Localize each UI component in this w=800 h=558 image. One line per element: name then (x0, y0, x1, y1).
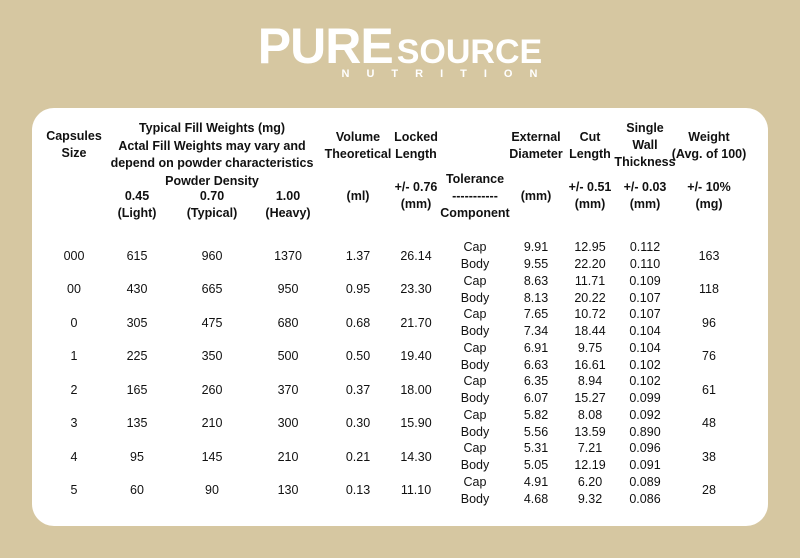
cell-weight: 76 (702, 349, 716, 363)
cell-diameter-body: 9.55 (523, 257, 549, 271)
cell-fill-typical: 145 (201, 449, 223, 464)
cell-fill-heavy: 130 (277, 483, 299, 497)
header-line: 0.70 (199, 189, 225, 203)
cell-locked-length: 18.00 (400, 382, 432, 397)
cell-diameter-body: 8.13 (523, 290, 549, 305)
cell-fill-heavy: 950 (277, 282, 299, 296)
header-line: Weight (688, 130, 730, 144)
cell-diameter-body: 5.05 (523, 458, 549, 472)
header-line: 1.00 (275, 189, 301, 203)
cell-locked-length: 26.14 (400, 248, 432, 263)
cell-cut-length-body: 13.59 (574, 424, 606, 439)
cell-cut-length-cap: 8.08 (577, 407, 603, 422)
cell-cut-length-cap: 10.72 (574, 307, 606, 321)
cell-capsule-size: 0 (70, 315, 78, 330)
cell-volume: 0.21 (345, 449, 371, 464)
cell-wall-cap: 0.096 (629, 441, 661, 455)
cell-component-body: Body (460, 491, 490, 506)
cell-weight: 96 (702, 315, 716, 330)
header-line: Theoretical (324, 147, 392, 161)
cell-component-cap: Cap (463, 340, 487, 355)
header-line: Powder Density (165, 173, 259, 188)
header-tolerance-component (440, 171, 509, 222)
cell-fill-typical: 350 (201, 349, 223, 363)
header-cut-tolerance (569, 179, 612, 213)
cell-wall-body: 0.091 (629, 458, 661, 472)
cell-wall-cap: 0.092 (629, 407, 661, 422)
cell-volume: 0.50 (345, 349, 371, 363)
header-external-diameter (509, 129, 563, 163)
cell-component-body: Body (460, 324, 490, 338)
cell-diameter-cap: 8.63 (523, 273, 549, 288)
header-line: Locked (394, 130, 438, 144)
header-line: (mm) (400, 197, 432, 211)
header-line: Typical Fill Weights (mg) (138, 121, 286, 135)
cell-locked-length: 11.10 (400, 483, 432, 497)
header-line: Capsules (46, 129, 102, 143)
cell-cut-length-body: 12.19 (574, 458, 606, 472)
header-line: External (511, 130, 561, 144)
header-line: Single (626, 121, 664, 135)
cell-fill-light: 135 (126, 416, 148, 430)
cell-component-body: Body (460, 458, 490, 472)
cell-volume: 0.13 (345, 483, 371, 497)
header-line: 0.45 (124, 189, 150, 203)
header-line: Wall (632, 138, 658, 152)
cell-diameter-body: 5.56 (523, 424, 549, 439)
header-line: ----------- (452, 189, 498, 203)
header-line: Component (440, 206, 510, 220)
cell-wall-cap: 0.089 (629, 474, 661, 489)
cell-wall-body: 0.890 (629, 424, 661, 439)
cell-component-cap: Cap (463, 307, 487, 321)
header-line: depend on powder characteristics (110, 156, 314, 170)
cell-component-cap: Cap (463, 441, 487, 455)
header-line: Thickness (614, 155, 676, 169)
cell-fill-light: 615 (126, 248, 148, 263)
cell-component-body: Body (460, 424, 490, 439)
capsule-size-table (32, 108, 768, 526)
cell-fill-heavy: 680 (277, 315, 299, 330)
header-line: +/- 10% (687, 180, 731, 194)
cell-capsule-size: 00 (67, 282, 81, 296)
cell-capsule-size: 000 (63, 248, 85, 263)
cell-wall-cap: 0.102 (629, 374, 661, 388)
cell-locked-length: 19.40 (400, 349, 432, 363)
cell-wall-body: 0.104 (629, 324, 661, 338)
cell-capsule-size: 1 (70, 349, 78, 363)
cell-diameter-body: 6.63 (523, 357, 549, 372)
cell-cut-length-body: 16.61 (574, 357, 606, 372)
cell-fill-typical: 90 (205, 483, 219, 497)
cell-fill-typical: 960 (201, 248, 223, 263)
header-line: (Typical) (186, 206, 238, 220)
cell-component-body: Body (460, 257, 490, 271)
cell-wall-body: 0.102 (629, 357, 661, 372)
header-volume-unit: (ml) (346, 189, 370, 203)
header-volume (325, 129, 392, 163)
header-line: Length (569, 147, 611, 161)
cell-diameter-cap: 5.31 (523, 441, 549, 455)
cell-component-body: Body (460, 290, 490, 305)
cell-volume: 1.37 (345, 248, 371, 263)
cell-cut-length-cap: 6.20 (577, 474, 603, 489)
cell-cut-length-body: 18.44 (574, 324, 606, 338)
header-line: Cut (579, 130, 601, 144)
cell-weight: 48 (702, 416, 716, 430)
cell-fill-heavy: 1370 (274, 248, 302, 263)
cell-weight: 28 (702, 483, 716, 497)
header-line: (mg) (695, 197, 723, 211)
brand-name-second: SOURCE (396, 33, 543, 71)
cell-volume: 0.68 (345, 315, 371, 330)
cell-capsule-size: 5 (70, 483, 78, 497)
header-cut-length (569, 129, 611, 163)
header-line: Volume (335, 130, 381, 144)
cell-diameter-body: 4.68 (523, 491, 549, 506)
cell-fill-heavy: 500 (277, 349, 299, 363)
cell-capsule-size: 2 (70, 382, 78, 397)
cell-cut-length-cap: 7.21 (577, 441, 603, 455)
header-density-heavy (265, 188, 310, 222)
header-line: Size (61, 146, 87, 160)
header-line: +/- 0.03 (623, 180, 667, 194)
cell-fill-heavy: 300 (277, 416, 299, 430)
header-line: (Light) (117, 206, 157, 220)
cell-wall-cap: 0.104 (629, 340, 661, 355)
cell-locked-length: 15.90 (400, 416, 432, 430)
header-weight (672, 129, 747, 163)
cell-cut-length-body: 20.22 (574, 290, 606, 305)
cell-wall-body: 0.086 (629, 491, 661, 506)
cell-fill-typical: 210 (201, 416, 223, 430)
header-capsules-size (46, 128, 102, 162)
cell-component-body: Body (460, 357, 490, 372)
cell-volume: 0.30 (345, 416, 371, 430)
cell-wall-body: 0.099 (629, 391, 661, 405)
cell-wall-cap: 0.107 (629, 307, 661, 321)
header-locked-length (394, 129, 438, 163)
header-line: (mm) (574, 197, 606, 211)
cell-wall-cap: 0.109 (629, 273, 661, 288)
header-line: Tolerance (445, 172, 505, 186)
cell-component-cap: Cap (463, 374, 487, 388)
cell-diameter-cap: 9.91 (523, 240, 549, 254)
cell-component-cap: Cap (463, 407, 487, 422)
cell-component-cap: Cap (463, 474, 487, 489)
cell-diameter-cap: 7.65 (523, 307, 549, 321)
cell-locked-length: 21.70 (400, 315, 432, 330)
header-single-wall-thickness (614, 120, 675, 171)
cell-fill-heavy: 370 (277, 382, 299, 397)
cell-locked-length: 23.30 (400, 282, 432, 296)
cell-wall-body: 0.107 (629, 290, 661, 305)
cell-diameter-cap: 6.35 (523, 374, 549, 388)
cell-wall-body: 0.110 (629, 257, 661, 271)
cell-fill-light: 95 (130, 449, 144, 464)
cell-cut-length-cap: 12.95 (574, 240, 606, 254)
header-line: Actal Fill Weights may vary and (118, 138, 306, 153)
cell-weight: 163 (698, 248, 720, 263)
cell-volume: 0.95 (345, 282, 371, 296)
header-density-typical (187, 188, 237, 222)
cell-weight: 118 (699, 282, 719, 296)
header-fill-weights (111, 120, 314, 190)
header-wall-tolerance (624, 179, 667, 213)
cell-diameter-cap: 5.82 (523, 407, 549, 422)
cell-fill-heavy: 210 (277, 449, 299, 464)
cell-locked-length: 14.30 (400, 449, 432, 464)
header-weight-tolerance (687, 179, 730, 213)
brand-name-main: PURE (257, 18, 393, 74)
cell-component-cap: Cap (463, 240, 487, 254)
header-line: Diameter (509, 147, 563, 161)
cell-weight: 61 (702, 382, 716, 397)
brand-logo (0, 18, 800, 80)
cell-weight: 38 (702, 449, 716, 464)
cell-component-cap: Cap (463, 273, 487, 288)
cell-cut-length-cap: 8.94 (577, 374, 603, 388)
brand-tagline: NUTRITION (341, 68, 555, 80)
header-external-unit: (mm) (520, 189, 552, 203)
cell-volume: 0.37 (345, 382, 371, 397)
header-locked-tolerance (395, 179, 438, 213)
header-density-light (118, 188, 157, 222)
cell-fill-typical: 260 (201, 382, 223, 397)
cell-fill-typical: 665 (201, 282, 223, 296)
cell-fill-light: 165 (126, 382, 148, 397)
header-line: (Avg. of 100) (671, 147, 747, 161)
cell-wall-cap: 0.112 (629, 240, 661, 254)
cell-fill-light: 225 (126, 349, 148, 363)
cell-diameter-cap: 4.91 (523, 474, 549, 489)
header-line: (Heavy) (265, 206, 311, 220)
cell-cut-length-body: 15.27 (574, 391, 606, 405)
header-line: +/- 0.76 (394, 180, 438, 194)
cell-capsule-size: 4 (70, 449, 78, 464)
cell-fill-light: 430 (126, 282, 148, 296)
header-line: +/- 0.51 (568, 180, 612, 194)
cell-cut-length-body: 9.32 (577, 491, 603, 506)
header-line: (mm) (629, 197, 661, 211)
cell-diameter-body: 6.07 (523, 391, 549, 405)
cell-cut-length-body: 22.20 (574, 257, 606, 271)
cell-diameter-cap: 6.91 (523, 340, 549, 355)
header-line: Length (395, 147, 437, 161)
cell-fill-light: 305 (126, 315, 148, 330)
cell-diameter-body: 7.34 (523, 324, 549, 338)
cell-component-body: Body (460, 391, 490, 405)
cell-capsule-size: 3 (70, 416, 78, 430)
cell-fill-typical: 475 (201, 315, 223, 330)
cell-fill-light: 60 (130, 483, 144, 497)
cell-cut-length-cap: 9.75 (577, 340, 603, 355)
cell-cut-length-cap: 11.71 (574, 273, 606, 288)
